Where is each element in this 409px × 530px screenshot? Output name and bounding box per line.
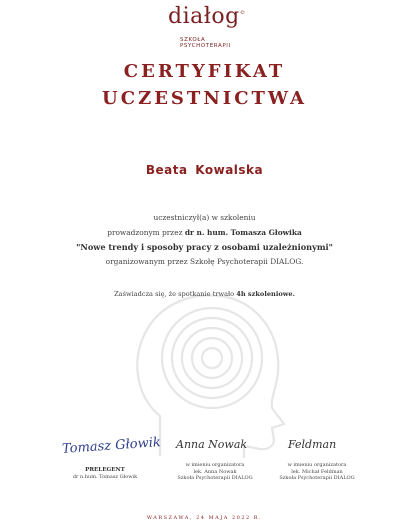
prelegent-role: PRELEGENT: [85, 467, 125, 473]
place-and-date: WARSZAWA, 24 MAJA 2022 R.: [146, 515, 263, 521]
signature-organizer-2-text: Feldman: [288, 438, 337, 451]
certificate-title-line-2: UCZESTNICTWA: [102, 88, 307, 109]
participant-name: Beata Kowalska: [145, 163, 264, 177]
signature-organizer-2: [274, 430, 364, 458]
duration-value: 4h szkoleniowe.: [236, 290, 295, 298]
organizer-1-name: lek. Anna Nowak: [193, 468, 237, 475]
logo-registered-mark: ©: [240, 10, 245, 16]
led-by-line: [0, 228, 409, 237]
signature-prelegent: [58, 430, 162, 460]
attended-text: uczestniczył(a) w szkoleniu: [153, 213, 256, 222]
logo-line-2: PSYCHOTERAPII: [180, 43, 231, 49]
signature-caption-prelegent: [50, 467, 160, 480]
organizer-1-org: Szkoła Psychoterapii DIALOG: [177, 475, 253, 481]
organizer-2-role: w imieniu organizatora: [287, 462, 347, 468]
organizer-2-org: Szkoła Psychoterapii DIALOG: [279, 475, 355, 481]
signature-organizer-1: [168, 430, 258, 458]
logo-line-1: SZKOŁA: [180, 37, 206, 43]
organizer-2-name: lek. Michał Feldman: [291, 468, 343, 475]
logo-wordmark: diałog: [168, 4, 240, 29]
prelegent-name: dr n.hum. Tomasz Głowik: [72, 473, 138, 480]
signature-organizer-1-text: Anna Nowak: [176, 438, 248, 451]
led-by-name: dr n. hum. Tomasza Głowika: [184, 228, 302, 237]
duration-prefix: Zaświadcza się, że spotkanie trwało: [114, 290, 237, 298]
dialog-logo: [168, 4, 248, 49]
signature-prelegent-text: Tomasz Głowik: [61, 435, 162, 457]
certificate-title-line-1: CERTYFIKAT: [123, 61, 286, 82]
signature-caption-organizer-1: [160, 462, 270, 482]
led-by-prefix: prowadzonym przez: [107, 228, 185, 237]
organized-by-text: organizowanym przez Szkołę Psychoterapii DIALOG.: [105, 257, 304, 266]
organizer-1-role: w imieniu organizatora: [185, 462, 245, 468]
training-title: "Nowe trendy i sposoby pracy z osobami uzależnionymi": [76, 242, 333, 252]
duration-line: [0, 290, 409, 298]
signature-caption-organizer-2: [262, 462, 372, 482]
